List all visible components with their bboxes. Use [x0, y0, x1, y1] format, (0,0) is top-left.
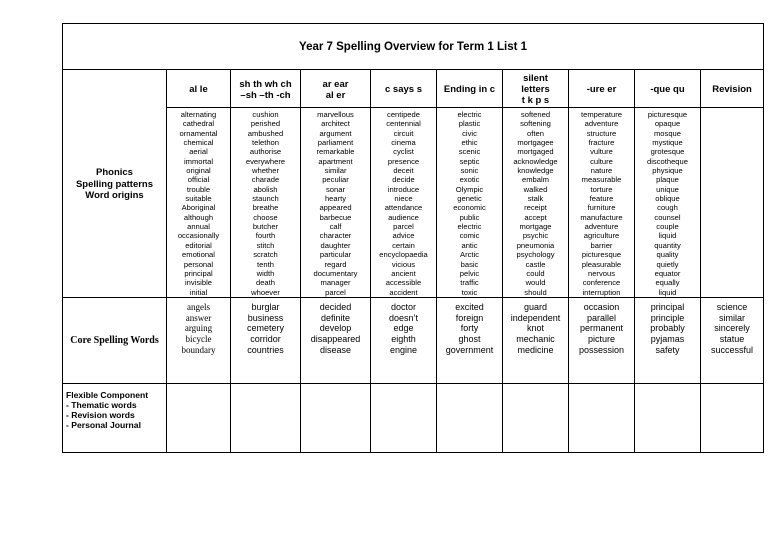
spelling-word: appeared	[319, 203, 352, 213]
spelling-word: conference	[582, 278, 621, 288]
spelling-word: although	[183, 212, 214, 222]
spelling-word: grotesque	[650, 147, 685, 157]
spelling-word: electric	[457, 110, 482, 119]
spelling-word: liquid	[658, 231, 677, 241]
spelling-word: principle	[650, 312, 685, 323]
spelling-word: accept	[524, 212, 547, 222]
spelling-word: knowledge	[517, 166, 554, 176]
spelling-word: fourth	[255, 231, 276, 241]
spelling-word: picturesque	[647, 110, 688, 119]
spelling-word: vulture	[590, 147, 613, 157]
column-header-c-says-s: c says s	[371, 70, 437, 108]
spelling-word: editorial	[185, 240, 212, 250]
spelling-word: barrier	[590, 240, 613, 250]
spelling-word: principal	[184, 268, 213, 278]
spelling-word: would	[525, 278, 546, 288]
core-words-que-qu	[635, 297, 701, 383]
column-header-ar-ear: ar ear al er	[301, 70, 371, 108]
spelling-word: edge	[393, 323, 414, 334]
spelling-word: mosque	[653, 128, 682, 138]
spelling-word: parcel	[325, 287, 346, 297]
spelling-word: eighth	[391, 334, 416, 345]
spelling-word: choose	[253, 212, 278, 222]
spelling-word: presence	[387, 156, 420, 166]
spelling-word: mystique	[652, 138, 683, 148]
spelling-word: everywhere	[245, 156, 286, 166]
spelling-word: comic	[459, 231, 480, 241]
spelling-word: medicine	[517, 345, 554, 356]
spelling-word: could	[526, 268, 545, 278]
spelling-word: particular	[319, 250, 352, 260]
word-list-c-says-s	[371, 108, 437, 298]
spelling-word: receipt	[524, 203, 547, 213]
spelling-word: structure	[586, 128, 617, 138]
spelling-word: septic	[459, 156, 480, 166]
column-header-ure-er: -ure er	[569, 70, 635, 108]
spelling-word: toxic	[461, 287, 478, 297]
word-list-al-le	[167, 108, 231, 298]
spelling-word: countries	[247, 345, 284, 356]
spelling-word: excited	[455, 301, 484, 312]
spelling-word: picturesque	[581, 250, 622, 260]
spelling-word: scratch	[253, 250, 278, 260]
spelling-word: public	[459, 212, 480, 222]
flexible-cell	[231, 383, 301, 452]
column-header-sh-th-wh-ch: sh th wh ch –sh –th -ch	[231, 70, 301, 108]
spelling-word: advice	[392, 231, 415, 241]
core-spelling-row-label: Core Spelling Words	[63, 297, 167, 383]
spelling-word: ethic	[461, 138, 478, 148]
spelling-word: forty	[460, 323, 479, 334]
spelling-word: agriculture	[583, 231, 620, 241]
spelling-word: audience	[388, 212, 419, 222]
spelling-word: bicycle	[185, 334, 212, 345]
spelling-word: disease	[319, 345, 352, 356]
spelling-word: acknowledge	[513, 156, 558, 166]
spelling-word: pleasurable	[581, 259, 622, 269]
spelling-word: traffic	[460, 278, 479, 288]
spelling-word: measurable	[581, 175, 622, 185]
spelling-word: temperature	[581, 110, 622, 119]
spelling-word: initial	[189, 287, 208, 297]
core-words-ar-ear	[301, 297, 371, 383]
word-list-ending-in-c	[437, 108, 503, 298]
spelling-word: embalm	[521, 175, 549, 185]
spelling-word: abolish	[253, 184, 278, 194]
spelling-word: ambushed	[247, 128, 284, 138]
spelling-word: couple	[656, 222, 679, 232]
spelling-word: softening	[520, 119, 551, 129]
spelling-word: mechanic	[516, 334, 555, 345]
core-words-ure-er	[569, 297, 635, 383]
spelling-word: decided	[319, 301, 352, 312]
spelling-word: whoever	[251, 287, 280, 297]
spelling-word: deceit	[393, 166, 414, 176]
spelling-word: castle	[525, 259, 546, 269]
spelling-word: answer	[185, 312, 212, 323]
spelling-word: antic	[461, 240, 478, 250]
column-header-revision: Revision	[701, 70, 764, 108]
spelling-word: aerial	[189, 147, 208, 157]
spelling-word: exotic	[459, 175, 480, 185]
spelling-word: cemetery	[246, 323, 284, 334]
spelling-word: doesn’t	[388, 312, 419, 323]
spelling-word: apartment	[318, 156, 353, 166]
core-words-c-says-s	[371, 297, 437, 383]
flexible-component-label: Flexible Component - Thematic words - Revision words - Personal Journal	[63, 383, 167, 452]
spelling-word: calf	[329, 222, 342, 232]
spelling-word: civic	[462, 128, 477, 138]
spelling-word: should	[524, 287, 547, 297]
spelling-word: suitable	[185, 194, 212, 204]
spelling-word: ghost	[458, 334, 481, 345]
flexible-cell	[437, 383, 503, 452]
spelling-word: psychology	[516, 250, 555, 260]
spelling-word: boundary	[181, 345, 216, 356]
spelling-word: certain	[392, 240, 415, 250]
spelling-word: quietly	[656, 259, 679, 269]
spelling-word: cough	[657, 203, 678, 213]
core-words-sh-th-wh-ch	[231, 297, 301, 383]
spelling-word: quality	[656, 250, 679, 260]
core-words-ending-in-c	[437, 297, 503, 383]
spelling-word: possession	[578, 345, 625, 356]
spelling-word: emotional	[182, 250, 215, 260]
spelling-word: culture	[590, 156, 613, 166]
spelling-word: architect	[321, 119, 350, 129]
spelling-word: accessible	[385, 278, 422, 288]
word-list-ar-ear	[301, 108, 371, 298]
spelling-word: documentary	[313, 268, 358, 278]
spelling-word: torture	[590, 184, 613, 194]
spelling-overview-table	[62, 23, 764, 453]
spelling-word: interruption	[582, 287, 621, 297]
spelling-word: Arctic	[460, 250, 479, 260]
flexible-cell	[503, 383, 569, 452]
phonics-label-text: Phonics Spelling patterns Word origins	[75, 167, 154, 202]
spelling-word: stitch	[256, 240, 275, 250]
spelling-word: economic	[453, 203, 486, 213]
spelling-word: plastic	[458, 119, 481, 129]
spelling-word: Olympic	[455, 184, 484, 194]
word-list-ure-er	[569, 108, 635, 298]
spelling-word: circuit	[393, 128, 414, 138]
flexible-cell	[301, 383, 371, 452]
spelling-word: trouble	[186, 184, 211, 194]
spelling-word: guard	[523, 301, 548, 312]
spelling-word: staunch	[252, 194, 279, 204]
spelling-word: perished	[250, 119, 281, 129]
spelling-word: pneumonia	[516, 240, 555, 250]
spelling-word: successful	[711, 345, 754, 356]
spelling-word: parliament	[317, 138, 354, 148]
spelling-word: opaque	[654, 119, 681, 129]
spelling-word: fracture	[588, 138, 615, 148]
spelling-word: quantity	[654, 240, 681, 250]
spelling-word: adventure	[584, 119, 619, 129]
spelling-word: disappeared	[310, 334, 361, 345]
spelling-word: charade	[251, 175, 280, 185]
flexible-cell	[167, 383, 231, 452]
spelling-word: vicious	[391, 259, 416, 269]
spelling-word: statue	[719, 334, 745, 345]
spelling-word: government	[445, 345, 494, 356]
spelling-word: business	[247, 312, 284, 323]
spelling-word: manager	[320, 278, 351, 288]
spelling-word: arguing	[184, 323, 213, 334]
spelling-word: nature	[590, 166, 613, 176]
spelling-word: ornamental	[179, 128, 218, 138]
phonics-row-label	[63, 70, 167, 298]
spelling-word: character	[319, 231, 352, 241]
column-header-que-qu: -que qu	[635, 70, 701, 108]
spelling-word: alternating	[180, 110, 217, 119]
core-words-revision	[701, 297, 764, 383]
word-list-sh-th-wh-ch	[231, 108, 301, 298]
flexible-cell	[701, 383, 764, 452]
spelling-word: regard	[324, 259, 347, 269]
spelling-word: similar	[719, 312, 746, 323]
spelling-word: principal	[650, 301, 685, 312]
spelling-word: walked	[523, 184, 548, 194]
spelling-word: equally	[655, 278, 680, 288]
spelling-word: tenth	[257, 259, 274, 269]
spelling-word: centennial	[386, 119, 421, 129]
spelling-word: probably	[650, 323, 685, 334]
spelling-word: sincerely	[714, 323, 750, 334]
spelling-word: softened	[520, 110, 551, 119]
word-list-revision	[701, 108, 764, 298]
spelling-word: liquid	[658, 287, 677, 297]
core-words-al-le	[167, 297, 231, 383]
spelling-word: mortgaged	[517, 147, 554, 157]
spelling-word: decide	[392, 175, 415, 185]
spelling-word: oblique	[655, 194, 680, 204]
spelling-word: cyclist	[393, 147, 414, 157]
spelling-word: counsel	[654, 212, 681, 222]
spelling-word: doctor	[390, 301, 416, 312]
spelling-word: develop	[319, 323, 352, 334]
spelling-word: hearty	[324, 194, 347, 204]
spelling-word: burglar	[251, 301, 280, 312]
spelling-word: basic	[460, 259, 479, 269]
spelling-word: genetic	[457, 194, 482, 204]
spelling-word: immortal	[183, 156, 214, 166]
spelling-word: Aboriginal	[181, 203, 216, 213]
spelling-word: peculiar	[322, 175, 349, 185]
spelling-word: feature	[589, 194, 614, 204]
spelling-word: whether	[251, 166, 280, 176]
spelling-word: mortgagee	[517, 138, 554, 148]
core-words-silent-letters	[503, 297, 569, 383]
spelling-word: engine	[389, 345, 418, 356]
spelling-word: nervous	[587, 268, 616, 278]
spelling-word: unique	[656, 184, 679, 194]
spelling-word: manufacture	[580, 212, 623, 222]
spelling-word: permanent	[579, 323, 624, 334]
spelling-word: sonic	[460, 166, 479, 176]
spelling-word: adventure	[584, 222, 619, 232]
spelling-word: discotheque	[647, 156, 688, 166]
spelling-word: picture	[587, 334, 615, 345]
spelling-word: annual	[187, 222, 210, 232]
spelling-word: niece	[394, 194, 413, 204]
spelling-word: occasionally	[177, 231, 220, 241]
column-header-silent-letters: silent letters t k p s	[503, 70, 569, 108]
spelling-word: knot	[526, 323, 544, 334]
spelling-word: argument	[319, 128, 352, 138]
page-title: Year 7 Spelling Overview for Term 1 List 1	[63, 24, 764, 70]
spelling-word: scenic	[458, 147, 481, 157]
spelling-word: official	[187, 175, 210, 185]
spelling-word: foreign	[455, 312, 484, 323]
spelling-word: equator	[654, 268, 681, 278]
spelling-word: cinema	[391, 138, 416, 148]
spelling-word: cushion	[252, 110, 279, 119]
spelling-word: sonar	[326, 184, 345, 194]
spelling-word: stalk	[527, 194, 544, 204]
spelling-word: often	[527, 128, 544, 138]
spelling-word: chemical	[183, 138, 214, 148]
flexible-cell	[569, 383, 635, 452]
spelling-word: death	[255, 278, 275, 288]
spelling-word: width	[256, 268, 275, 278]
word-list-silent-letters	[503, 108, 569, 298]
spelling-word: personal	[183, 259, 214, 269]
spelling-word: marvellous	[317, 110, 354, 119]
flexible-cell	[635, 383, 701, 452]
spelling-word: science	[716, 301, 748, 312]
column-header-ending-in-c: Ending in c	[437, 70, 503, 108]
spelling-word: invisible	[184, 278, 212, 288]
spelling-word: breathe	[252, 203, 279, 213]
spelling-word: pyjamas	[650, 334, 685, 345]
column-header-al-le: al le	[167, 70, 231, 108]
spelling-word: telethon	[251, 138, 280, 148]
spelling-word: original	[186, 166, 211, 176]
spelling-word: remarkable	[316, 147, 355, 157]
spelling-word: occasion	[583, 301, 620, 312]
spelling-word: independent	[510, 312, 561, 323]
spelling-word: accident	[389, 287, 418, 297]
spelling-word: definite	[320, 312, 351, 323]
spelling-word: plaque	[656, 175, 679, 185]
spelling-word: electric	[457, 222, 482, 232]
spelling-word: pelvic	[459, 268, 480, 278]
spelling-word: cathedral	[182, 119, 215, 129]
spelling-word: introduce	[387, 184, 420, 194]
spelling-word: furniture	[587, 203, 616, 213]
spelling-word: authorise	[249, 147, 282, 157]
spelling-word: corridor	[250, 334, 281, 345]
flexible-cell	[371, 383, 437, 452]
spelling-word: parallel	[586, 312, 617, 323]
spelling-word: similar	[324, 166, 347, 176]
spelling-word: angels	[187, 301, 210, 312]
spelling-word: daughter	[320, 240, 351, 250]
spelling-word: ancient	[391, 268, 416, 278]
spelling-word: butcher	[252, 222, 279, 232]
spelling-word: safety	[655, 345, 680, 356]
spelling-word: parcel	[393, 222, 414, 232]
spelling-word: physique	[652, 166, 683, 176]
spelling-word: centipede	[387, 110, 420, 119]
spelling-word: attendance	[384, 203, 423, 213]
spelling-word: psychic	[522, 231, 549, 241]
spelling-word: encyclopaedia	[379, 250, 428, 260]
word-list-que-qu	[635, 108, 701, 298]
spelling-word: barbecue	[319, 212, 352, 222]
spelling-word: mortgage	[519, 222, 552, 232]
